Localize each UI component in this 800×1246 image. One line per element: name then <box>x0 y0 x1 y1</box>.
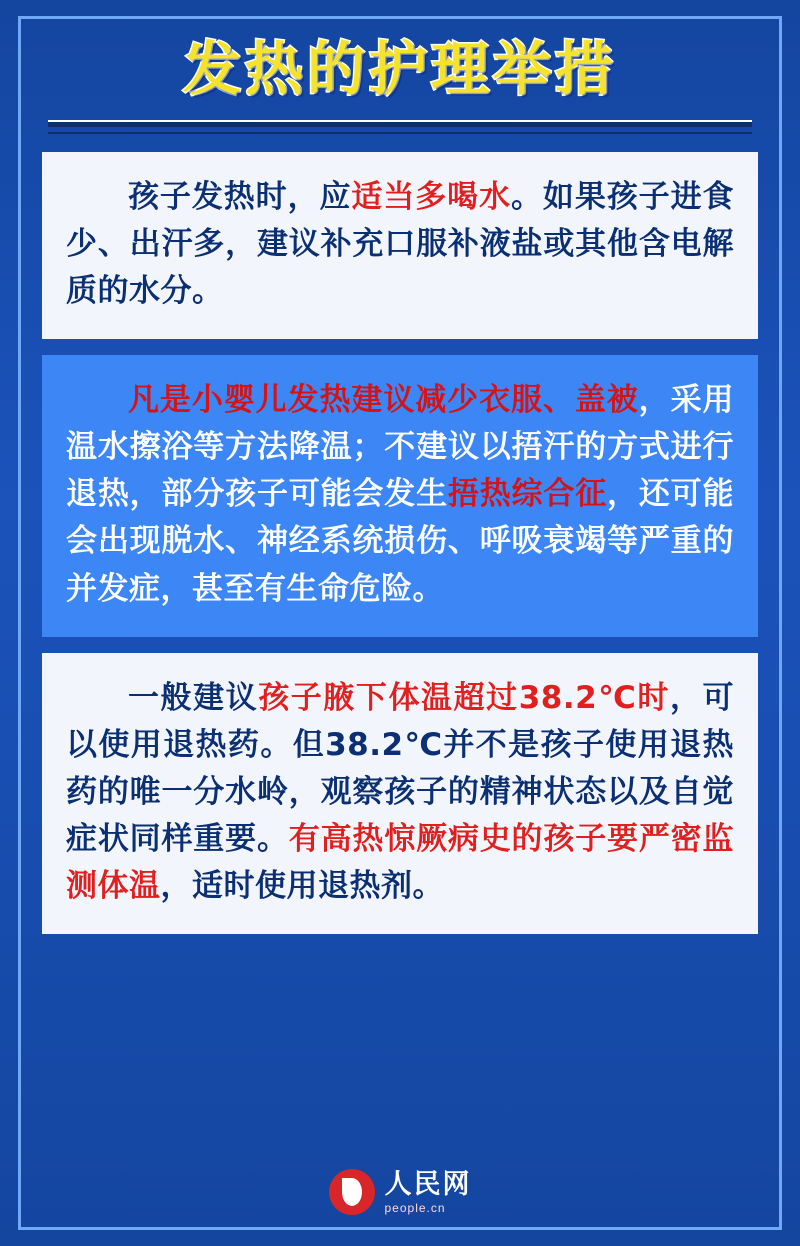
text-segment-highlight: 适当多喝水 <box>351 178 512 215</box>
tip-card-2 <box>42 355 758 637</box>
brand-logo <box>329 1169 472 1215</box>
tip-card-1 <box>42 152 758 339</box>
card-list <box>42 152 758 934</box>
text-segment-highlight: 凡是小婴儿发热建议减少衣服、盖被 <box>128 382 639 419</box>
tip-card-2-text <box>66 377 734 613</box>
tip-card-3-text <box>66 675 734 911</box>
title-divider <box>48 120 752 134</box>
text-segment: ，可以使用退热药。但38.2℃并不是孩子使用退热药的唯一分水岭，观察孩子的精神状态以及自觉症状同样重要。 <box>66 679 735 857</box>
text-segment: ，适时使用退热剂。 <box>160 868 444 905</box>
footer <box>0 1169 800 1220</box>
people-cn-logo-icon <box>329 1169 375 1215</box>
text-segment: 。如果孩子进食少、出汗多，建议补充口服补液盐或其他含电解质的水分。 <box>66 178 735 310</box>
text-segment-highlight: 孩子腋下体温超过38.2℃时 <box>258 679 670 716</box>
text-segment: ，采用温水擦浴等方法降温；不建议以捂汗的方式进行退热，部分孩子可能会发生 <box>66 382 735 513</box>
brand-text <box>384 1168 472 1215</box>
title-area <box>42 30 758 134</box>
text-segment: ，还可能会出现脱水、神经系统损伤、呼吸衰竭等严重的并发症，甚至有生命危险。 <box>66 476 735 607</box>
text-segment: 孩子发热时，应 <box>128 178 352 215</box>
divider-thick-line <box>48 120 752 127</box>
page-title: 发热的护理举措 <box>182 35 617 103</box>
divider-thin-line <box>48 132 752 134</box>
brand-name-en: people.cn <box>384 1200 446 1215</box>
tip-card-1-text <box>66 174 734 315</box>
tip-card-3 <box>42 653 758 935</box>
text-segment-highlight: 有高热惊厥病史的孩子要严密监测体温 <box>66 821 735 905</box>
text-segment-highlight: 捂热综合征 <box>447 476 608 513</box>
brand-name-cn: 人民网 <box>384 1168 472 1200</box>
text-segment: 一般建议 <box>128 679 259 716</box>
